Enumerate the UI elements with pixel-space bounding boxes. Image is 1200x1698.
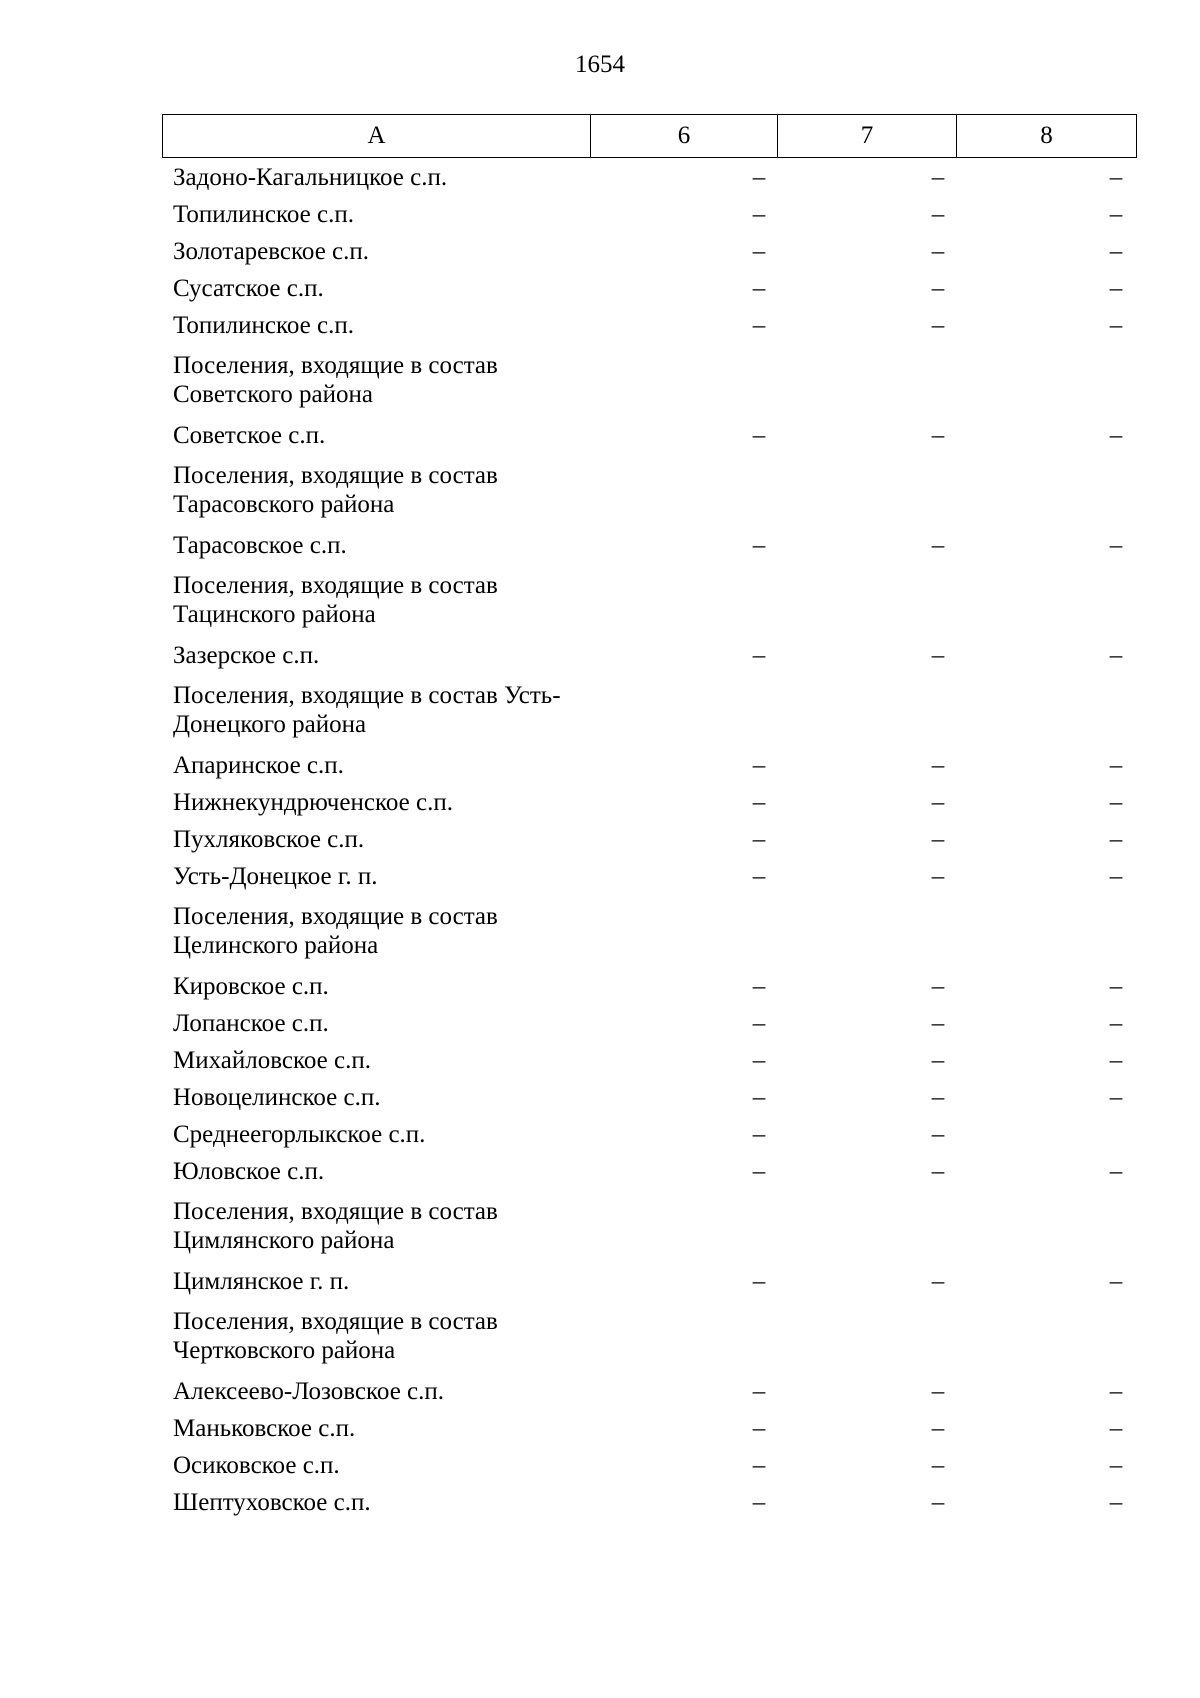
cell-6: – [752,164,766,191]
table-row [162,234,1132,271]
section-header-row [162,1301,1132,1374]
cell-6: – [752,312,766,339]
settlement-name: Зазерское с.п. [173,642,320,669]
table-row [162,528,1132,565]
cell-7: – [931,642,945,669]
table-row [162,271,1132,308]
column-header-6: 6 [591,115,778,158]
page-number: 1654 [575,51,625,78]
section-title: Поселения, входящие в состав Цимлянского района [173,1198,498,1254]
cell-7: – [931,1452,945,1479]
column-header-7: 7 [778,115,957,158]
section-title: Поселения, входящие в состав Тарасовского района [173,462,498,518]
cell-6: – [752,789,766,816]
section-title: Поселения, входящие в состав Целинского района [173,903,498,959]
cell-7: – [931,973,945,1000]
cell-8: – [1109,312,1123,339]
cell-8: – [1109,1158,1123,1185]
cell-8: – [1109,532,1123,559]
cell-8: – [1109,826,1123,853]
cell-8: – [1109,164,1123,191]
section-header-row [162,455,1132,528]
section-title: Поселения, входящие в состав Советского района [173,352,498,408]
table-row [162,785,1132,822]
table-row [162,638,1132,675]
table-body [162,160,1132,1522]
cell-7: – [931,201,945,228]
cell-6: – [752,1268,766,1295]
table-row [162,197,1132,234]
cell-6: – [752,826,766,853]
table-row [162,822,1132,859]
table-row [162,1485,1132,1522]
cell-6: – [752,1010,766,1037]
settlement-name: Советское с.п. [173,422,326,449]
section-header-row [162,896,1132,969]
settlement-name: Нижнекундрюченское с.п. [173,789,453,816]
section-header-row [162,565,1132,638]
table-row [162,418,1132,455]
section-title: Поселения, входящие в состав Тацинского района [173,572,498,628]
settlement-name: Задоно-Кагальницкое с.п. [173,164,448,191]
cell-6: – [752,1378,766,1405]
cell-7: – [931,238,945,265]
cell-8: – [1109,1489,1123,1516]
table-header [162,114,1137,158]
settlement-name: Цимлянское г. п. [173,1268,350,1295]
settlement-name: Пухляковское с.п. [173,826,365,853]
cell-6: – [752,1158,766,1185]
table-row [162,1264,1132,1301]
cell-8: – [1109,642,1123,669]
table-row [162,748,1132,785]
cell-8: – [1109,201,1123,228]
cell-7: – [931,826,945,853]
cell-7: – [931,1268,945,1295]
settlement-name: Кировское с.п. [173,973,329,1000]
cell-8: – [1109,1378,1123,1405]
cell-7: – [931,1415,945,1442]
cell-8: – [1109,275,1123,302]
section-header-row [162,1191,1132,1264]
cell-8: – [1109,789,1123,816]
table-row [162,1448,1132,1485]
cell-8: – [1109,1010,1123,1037]
cell-8: – [1109,1268,1123,1295]
cell-7: – [931,1047,945,1074]
cell-7: – [931,275,945,302]
cell-7: – [931,312,945,339]
settlement-name: Алексеево-Лозовское с.п. [173,1378,445,1405]
column-header-8: 8 [957,115,1137,158]
cell-7: – [931,1084,945,1111]
cell-6: – [752,1452,766,1479]
table-row [162,1080,1132,1117]
settlement-name: Михайловское с.п. [173,1047,371,1074]
settlement-name: Сусатское с.п. [173,275,324,302]
cell-7: – [931,164,945,191]
cell-8: – [1109,973,1123,1000]
section-header-row [162,345,1132,418]
settlement-name: Юловское с.п. [173,1158,325,1185]
cell-7: – [931,1121,945,1148]
cell-8: – [1109,752,1123,779]
cell-8: – [1109,1452,1123,1479]
column-header-a: А [163,115,591,158]
table-row [162,1043,1132,1080]
settlement-name: Золотаревское с.п. [173,238,370,265]
cell-8: – [1109,863,1123,890]
table-row [162,1117,1132,1154]
settlement-name: Среднеегорлыкское с.п. [173,1121,426,1148]
settlement-name: Осиковское с.п. [173,1452,340,1479]
settlement-name: Тарасовское с.п. [173,532,347,559]
cell-6: – [752,863,766,890]
cell-8: – [1109,1415,1123,1442]
cell-8: – [1109,1084,1123,1111]
cell-8: – [1109,422,1123,449]
cell-6: – [752,1121,766,1148]
table-row [162,859,1132,896]
settlement-name: Лопанское с.п. [173,1010,329,1037]
cell-6: – [752,642,766,669]
cell-8: – [1109,1047,1123,1074]
cell-6: – [752,1489,766,1516]
section-header-row [162,675,1132,748]
cell-7: – [931,752,945,779]
settlement-name: Шептуховское с.п. [173,1489,371,1516]
cell-7: – [931,422,945,449]
settlement-name: Усть-Донецкое г. п. [173,863,378,890]
cell-6: – [752,201,766,228]
settlement-name: Апаринское с.п. [173,752,344,779]
cell-7: – [931,1489,945,1516]
table-row [162,1154,1132,1191]
cell-6: – [752,973,766,1000]
table-row [162,969,1132,1006]
settlement-name: Новоцелинское с.п. [173,1084,381,1111]
cell-7: – [931,863,945,890]
cell-7: – [931,1010,945,1037]
cell-6: – [752,1084,766,1111]
cell-7: – [931,1378,945,1405]
section-title: Поселения, входящие в состав Усть-Донецкого района [173,682,561,738]
cell-6: – [752,1047,766,1074]
settlement-name: Топилинское с.п. [173,312,354,339]
cell-6: – [752,238,766,265]
settlement-name: Топилинское с.п. [173,201,354,228]
cell-6: – [752,1415,766,1442]
table-row [162,308,1132,345]
section-title: Поселения, входящие в состав Чертковского района [173,1308,498,1364]
cell-6: – [752,275,766,302]
cell-6: – [752,532,766,559]
cell-6: – [752,752,766,779]
table-row [162,160,1132,197]
table-row [162,1006,1132,1043]
settlement-name: Маньковское с.п. [173,1415,356,1442]
cell-7: – [931,1158,945,1185]
cell-7: – [931,532,945,559]
cell-8: – [1109,238,1123,265]
table-row [162,1374,1132,1411]
table-row [162,1411,1132,1448]
cell-6: – [752,422,766,449]
cell-7: – [931,789,945,816]
